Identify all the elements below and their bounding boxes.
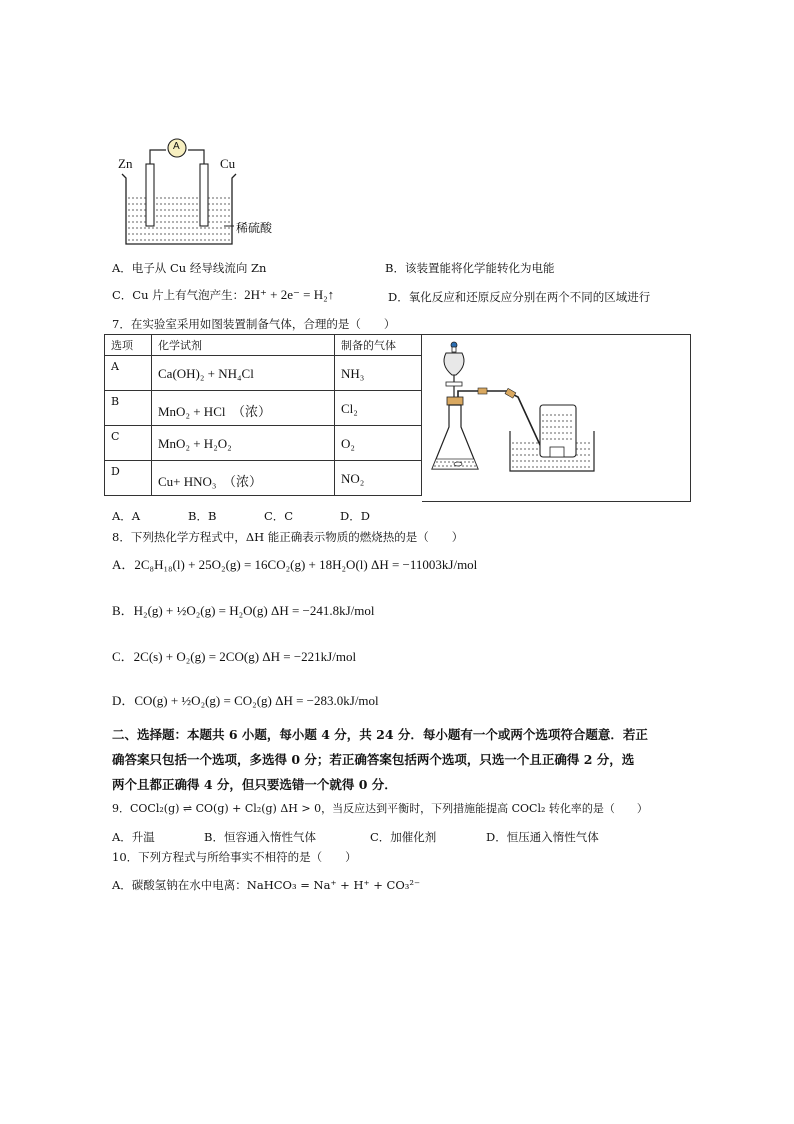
zn-label: Zn xyxy=(118,156,133,171)
galvanic-cell-figure xyxy=(112,134,302,254)
q7-stem: 7．在实验室采用如图装置制备气体，合理的是（ ） xyxy=(112,317,396,331)
ammeter-label: A xyxy=(173,141,180,152)
zn-electrode xyxy=(146,164,154,226)
q7-row-option: D xyxy=(105,461,152,496)
q8-option-a: A．2C₈H₁₈(l) + 25O₂(g) = 16CO₂(g) + 18H₂O(l) ΔH = −11003kJ/mol xyxy=(112,557,478,572)
q9-option-b: B．恒容通入惰性气体 xyxy=(204,830,316,844)
gas-apparatus-figure xyxy=(422,335,690,501)
q7-header-reagent: 化学试剂 xyxy=(152,335,335,356)
q7-answer-a: A．A xyxy=(112,509,141,523)
cu-label: Cu xyxy=(220,156,236,171)
section-2-line: 两个且都正确得 4 分，但只要选错一个就得 0 分． xyxy=(112,777,397,792)
q10-stem: 10．下列方程式与所给事实不相符的是（ ） xyxy=(112,850,357,864)
q10-option-a: A．碳酸氢钠在水中电离：NaHCO₃ = Na⁺ + H⁺ + CO₃²⁻ xyxy=(112,878,421,892)
q6-option-c xyxy=(112,287,334,303)
q8-stem: 8．下列热化学方程式中，ΔH 能正确表示物质的燃烧热的是（ ） xyxy=(112,530,464,544)
q6-option-c-equation: 2H⁺ + 2e⁻ = H₂↑ xyxy=(244,287,335,302)
cu-electrode xyxy=(200,164,208,226)
table-row xyxy=(105,391,422,426)
q8-option-b: B．H₂(g) + ½O₂(g) = H₂O(g) ΔH = −241.8kJ/mol xyxy=(112,603,375,618)
q9-option-d: D．恒压通入惰性气体 xyxy=(486,830,599,844)
q9-stem: 9．COCl₂(g) ⇌ CO(g) + Cl₂(g) ΔH > 0，当反应达到平衡时，下列措施能提高 COCl₂ 转化率的是（ ） xyxy=(112,802,648,815)
q7-header-option: 选项 xyxy=(105,335,152,356)
q7-row-option: A xyxy=(105,356,152,391)
q7-row-option: B xyxy=(105,391,152,426)
q8-option-d: D．CO(g) + ½O₂(g) = CO₂(g) ΔH = −283.0kJ/mol xyxy=(112,693,379,708)
q7-row-gas: NO₂ xyxy=(341,471,365,486)
apparatus-cell xyxy=(422,334,691,502)
q7-answer-c: C．C xyxy=(264,509,294,523)
electrolyte-label: 稀硫酸 xyxy=(236,221,273,235)
q6-option-d: D．氧化反应和还原反应分别在两个不同的区域进行 xyxy=(388,290,651,304)
q6-option-c-text: C．Cu 片上有气泡产生： xyxy=(112,288,245,302)
q7-answer-b: B．B xyxy=(188,509,217,523)
q6-option-a: A．电子从 Cu 经导线流向 Zn xyxy=(112,261,267,275)
section-2-line: 确答案只包括一个选项，多选得 0 分；若正确答案包括两个选项，只选一个且正确得 2 分，选 xyxy=(112,752,635,767)
q7-row-reagent: Ca(OH)₂ + NH₄Cl xyxy=(158,366,254,381)
q7-row-gas: Cl₂ xyxy=(341,401,358,416)
q7-answer-d: D．D xyxy=(340,509,370,523)
section-2-instructions xyxy=(112,722,648,797)
q9-option-a: A．升温 xyxy=(112,830,155,844)
q7-row-gas: NH₃ xyxy=(341,366,365,381)
q9-option-c: C．加催化剂 xyxy=(370,830,437,844)
q7-table-header xyxy=(105,335,422,356)
q7-table xyxy=(104,334,422,496)
q7-row-option: C xyxy=(105,426,152,461)
q7-header-gas: 制备的气体 xyxy=(335,335,422,356)
table-row xyxy=(105,356,422,391)
q6-option-b: B．该装置能将化学能转化为电能 xyxy=(385,261,555,275)
table-row xyxy=(105,426,422,461)
table-row xyxy=(105,461,422,496)
q8-option-c: C．2C(s) + O₂(g) = 2CO(g) ΔH = −221kJ/mol xyxy=(112,649,357,664)
flask-stopper xyxy=(447,397,463,405)
section-2-line: 二、选择题：本题共 6 小题，每小题 4 分，共 24 分．每小题有一个或两个选项符合题意．若正 xyxy=(112,727,648,742)
q7-row-reagent: Cu+ HNO₃ （浓） xyxy=(158,474,262,489)
q7-row-gas: O₂ xyxy=(341,436,355,451)
q7-row-reagent: MnO₂ + H₂O₂ xyxy=(158,436,232,451)
q7-row-reagent: MnO₂ + HCl （浓） xyxy=(158,404,271,419)
